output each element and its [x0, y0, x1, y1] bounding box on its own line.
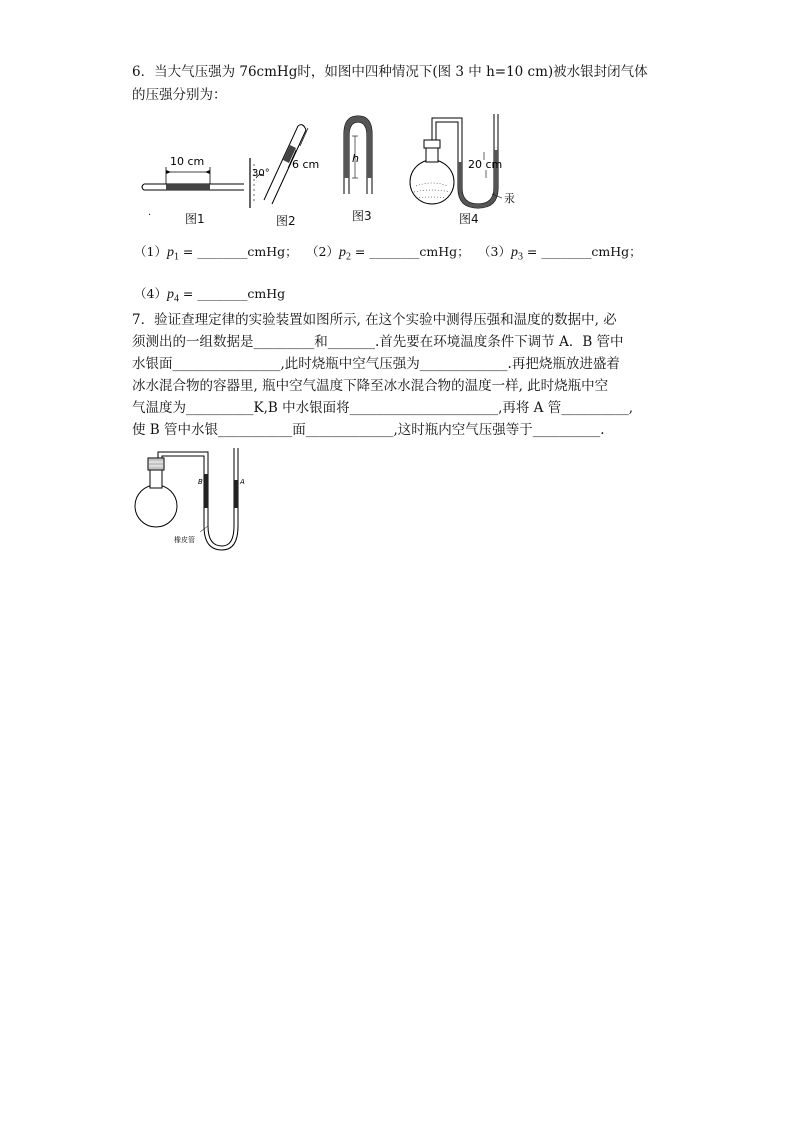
figure-1-horizontal-tube [140, 150, 250, 202]
figure-2-inclined-tube [246, 118, 326, 214]
answer-1: $(1)p_1$ = ________cmHg； [134, 244, 298, 263]
figure-q7-charles-law-apparatus [130, 446, 250, 556]
q7-line-4: 冰水混合物的容器里, 瓶中空气温度下降至冰水混合物的温度一样, 此时烧瓶中空 [132, 378, 609, 394]
fig4-mercury-label: 汞 [504, 192, 515, 205]
figure-3-inverted-u-tube [336, 112, 386, 200]
answer-4: $(4)p_4$ = ________cmHg [134, 286, 286, 305]
fig1-length-label: 10 cm [170, 155, 205, 168]
tube-b-label: B [198, 478, 203, 486]
q7-line-1: 7．验证查理定律的实验装置如图所示, 在这个实验中测得压强和温度的数据中, 必 [132, 312, 617, 328]
caption-fig-1: 图1 [185, 212, 205, 226]
rubber-tube-label: 橡皮管 [174, 536, 195, 544]
fig2-length-label: 6 cm [292, 158, 320, 171]
q6-line-1: 6．当大气压强为 76cmHg时，如图中四种情况下(图 3 中 h=10 cm)被水银封闭气体 [132, 64, 648, 80]
q7-line-6: 使 B 管中水银___________面_____________,这时瓶内空气压强等于__________. [132, 422, 605, 438]
stray-dot: · [148, 210, 152, 221]
q6-line-2: 的压强分别为： [132, 87, 227, 103]
tube-a-label: A [240, 478, 245, 486]
fig4-length-label: 20 cm [468, 158, 503, 171]
caption-fig-4: 图4 [459, 212, 479, 226]
answer-3: $(3)p_3$ = ________cmHg； [478, 244, 642, 263]
q7-line-3: 水银面________________,此时烧瓶中空气压强为_____________.再把烧瓶放进盛着 [132, 356, 620, 372]
fig3-h-label: h [352, 152, 359, 165]
fig2-angle-label: 30° [252, 168, 270, 179]
caption-fig-3: 图3 [352, 209, 372, 223]
caption-fig-2: 图2 [276, 214, 296, 228]
q7-line-5: 气温度为__________K,B 中水银面将______________________,再将 A 管__________, [132, 400, 634, 416]
figure-4-flask-manometer [402, 110, 532, 210]
answer-2: $(2)p_2$ = ________cmHg； [306, 244, 470, 263]
q7-line-2: 须测出的一组数据是_________和_______.首先要在环境温度条件下调节 A．B 管中 [132, 334, 624, 350]
